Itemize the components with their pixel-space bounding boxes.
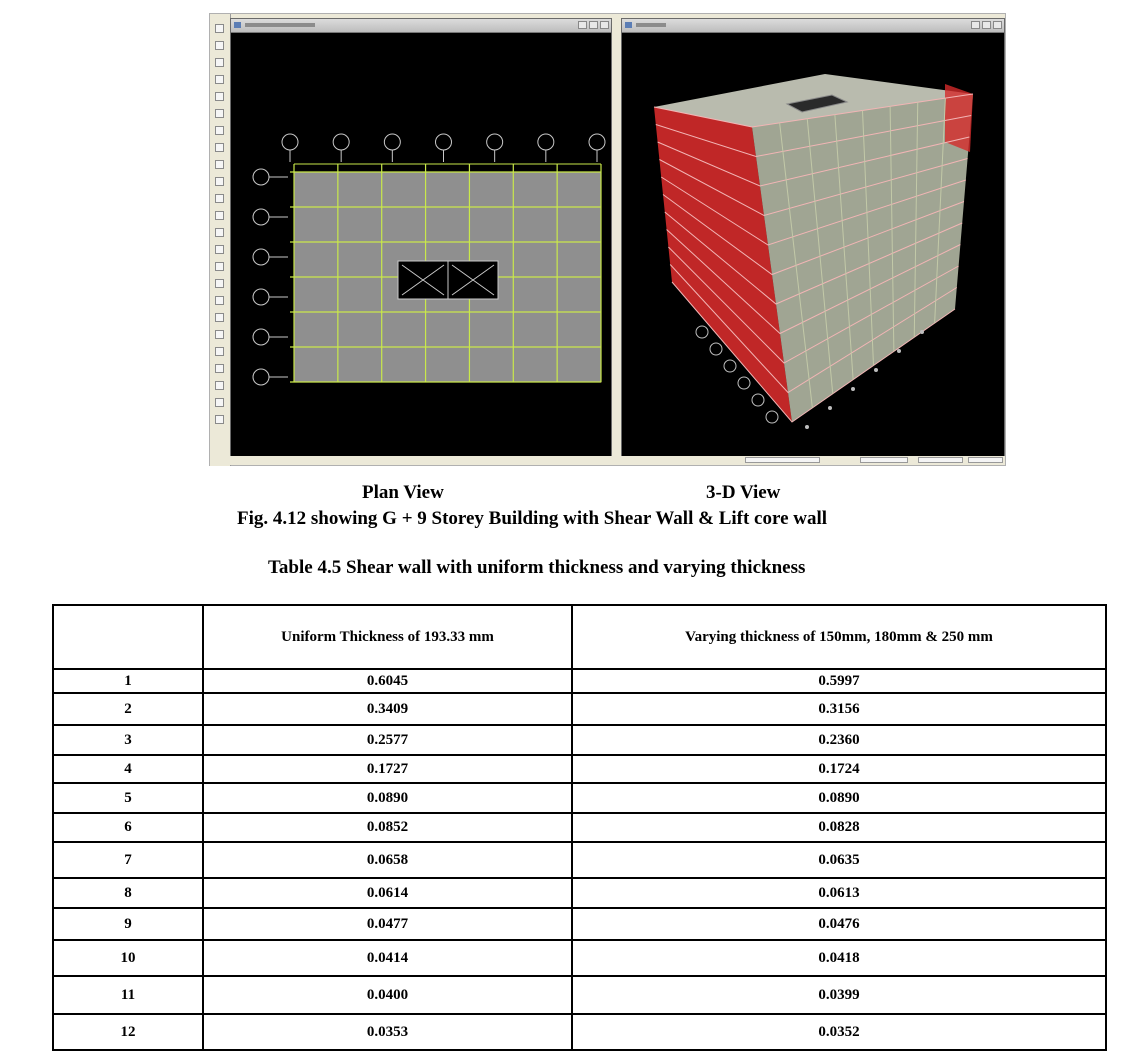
three-d-view-titlebar <box>622 19 1004 33</box>
minimize-icon[interactable] <box>971 21 980 29</box>
status-field[interactable] <box>968 457 1003 463</box>
shear-wall-table <box>52 604 1107 1051</box>
grid-point <box>828 406 832 410</box>
side-toolbar <box>210 14 231 466</box>
toolbar-tool-icon[interactable] <box>215 75 224 84</box>
uniform-thickness-cell: 0.0658 <box>203 842 572 878</box>
table-row <box>53 878 1106 908</box>
plan-view-window-title <box>245 23 315 27</box>
plan-view-caption: Plan View <box>362 482 444 503</box>
storey-cell: 9 <box>53 908 203 940</box>
toolbar-tool-icon[interactable] <box>215 143 224 152</box>
column-grid-bubble <box>384 134 400 150</box>
table-row <box>53 940 1106 976</box>
storey-cell: 1 <box>53 669 203 693</box>
varying-thickness-cell: 0.1724 <box>572 755 1106 783</box>
close-icon[interactable] <box>993 21 1002 29</box>
varying-thickness-cell: 0.0418 <box>572 940 1106 976</box>
column-grid-bubble <box>436 134 452 150</box>
grid-bubble <box>752 394 764 406</box>
grid-bubble <box>710 343 722 355</box>
storey-cell: 4 <box>53 755 203 783</box>
grid-point <box>851 387 855 391</box>
toolbar-tool-icon[interactable] <box>215 228 224 237</box>
software-screenshot-figure <box>209 13 1006 466</box>
minimize-icon[interactable] <box>578 21 587 29</box>
storey-cell: 7 <box>53 842 203 878</box>
table-row <box>53 669 1106 693</box>
row-grid-bubble <box>253 369 269 385</box>
row-grid-bubble <box>253 169 269 185</box>
varying-thickness-cell: 0.0613 <box>572 878 1106 908</box>
toolbar-tool-icon[interactable] <box>215 160 224 169</box>
maximize-icon[interactable] <box>589 21 598 29</box>
storey-cell: 8 <box>53 878 203 908</box>
table-row <box>53 1014 1106 1050</box>
toolbar-tool-icon[interactable] <box>215 24 224 33</box>
uniform-thickness-cell: 0.1727 <box>203 755 572 783</box>
grid-bubble <box>738 377 750 389</box>
uniform-thickness-cell: 0.0852 <box>203 813 572 842</box>
toolbar-tool-icon[interactable] <box>215 415 224 424</box>
storey-cell: 5 <box>53 783 203 813</box>
uniform-thickness-cell: 0.0890 <box>203 783 572 813</box>
varying-thickness-cell: 0.5997 <box>572 669 1106 693</box>
toolbar-tool-icon[interactable] <box>215 92 224 101</box>
storey-cell: 6 <box>53 813 203 842</box>
toolbar-tool-icon[interactable] <box>215 109 224 118</box>
toolbar-tool-icon[interactable] <box>215 381 224 390</box>
three-d-view-caption: 3-D View <box>706 482 781 503</box>
table-header-row <box>53 605 1106 669</box>
storey-cell: 2 <box>53 693 203 725</box>
toolbar-tool-icon[interactable] <box>215 211 224 220</box>
uniform-thickness-cell: 0.0614 <box>203 878 572 908</box>
storey-cell: 11 <box>53 976 203 1014</box>
toolbar-tool-icon[interactable] <box>215 330 224 339</box>
three-d-view-window-title <box>636 23 666 27</box>
grid-bubble <box>696 326 708 338</box>
grid-bubble <box>766 411 778 423</box>
toolbar-tool-icon[interactable] <box>215 347 224 356</box>
toolbar-tool-icon[interactable] <box>215 313 224 322</box>
grid-point <box>897 349 901 353</box>
toolbar-tool-icon[interactable] <box>215 126 224 135</box>
status-dropdown[interactable] <box>860 457 908 463</box>
table-row <box>53 725 1106 755</box>
plan-view-canvas <box>231 32 611 457</box>
grid-point <box>874 368 878 372</box>
uniform-thickness-cell: 0.2577 <box>203 725 572 755</box>
grid-point <box>920 330 924 334</box>
plan-view-titlebar <box>231 19 611 33</box>
uniform-thickness-cell: 0.0353 <box>203 1014 572 1050</box>
uniform-thickness-cell: 0.6045 <box>203 669 572 693</box>
three-d-view-canvas <box>622 32 1004 457</box>
table-row <box>53 755 1106 783</box>
column-grid-bubble <box>589 134 605 150</box>
table-header-varying: Varying thickness of 150mm, 180mm & 250 mm <box>572 605 1106 669</box>
varying-thickness-cell: 0.2360 <box>572 725 1106 755</box>
varying-thickness-cell: 0.0828 <box>572 813 1106 842</box>
storey-cell: 10 <box>53 940 203 976</box>
varying-thickness-cell: 0.0399 <box>572 976 1106 1014</box>
status-bar <box>210 456 1005 465</box>
varying-thickness-cell: 0.0352 <box>572 1014 1106 1050</box>
toolbar-tool-icon[interactable] <box>215 262 224 271</box>
storey-cell: 12 <box>53 1014 203 1050</box>
toolbar-tool-icon[interactable] <box>215 245 224 254</box>
plan-view-window <box>230 18 612 458</box>
toolbar-tool-icon[interactable] <box>215 58 224 67</box>
row-grid-bubble <box>253 329 269 345</box>
column-grid-bubble <box>333 134 349 150</box>
table-row <box>53 783 1106 813</box>
table-row <box>53 908 1106 940</box>
varying-thickness-cell: 0.0476 <box>572 908 1106 940</box>
row-grid-bubble <box>253 209 269 225</box>
toolbar-tool-icon[interactable] <box>215 296 224 305</box>
app-window-icon <box>234 22 241 28</box>
varying-thickness-cell: 0.0890 <box>572 783 1106 813</box>
grid-bubble <box>724 360 736 372</box>
varying-thickness-cell: 0.0635 <box>572 842 1106 878</box>
toolbar-tool-icon[interactable] <box>215 398 224 407</box>
storey-cell: 3 <box>53 725 203 755</box>
uniform-thickness-cell: 0.0400 <box>203 976 572 1014</box>
column-grid-bubble <box>282 134 298 150</box>
uniform-thickness-cell: 0.0477 <box>203 908 572 940</box>
table-caption: Table 4.5 Shear wall with uniform thickness and varying thickness <box>268 557 806 578</box>
three-d-view-window <box>621 18 1005 458</box>
table-row <box>53 976 1106 1014</box>
uniform-thickness-cell: 0.0414 <box>203 940 572 976</box>
figure-caption: Fig. 4.12 showing G + 9 Storey Building with Shear Wall & Lift core wall <box>237 508 828 529</box>
toolbar-tool-icon[interactable] <box>215 41 224 50</box>
toolbar-tool-icon[interactable] <box>215 364 224 373</box>
table-row <box>53 842 1106 878</box>
table-row <box>53 693 1106 725</box>
table-header-uniform: Uniform Thickness of 193.33 mm <box>203 605 572 669</box>
close-icon[interactable] <box>600 21 609 29</box>
toolbar-tool-icon[interactable] <box>215 177 224 186</box>
row-grid-bubble <box>253 249 269 265</box>
toolbar-tool-icon[interactable] <box>215 194 224 203</box>
column-grid-bubble <box>538 134 554 150</box>
maximize-icon[interactable] <box>982 21 991 29</box>
row-grid-bubble <box>253 289 269 305</box>
table-row <box>53 813 1106 842</box>
status-units[interactable] <box>918 457 963 463</box>
table-header-storey <box>53 605 203 669</box>
column-grid-bubble <box>487 134 503 150</box>
toolbar-tool-icon[interactable] <box>215 279 224 288</box>
status-coordinates <box>745 457 820 463</box>
grid-point <box>805 425 809 429</box>
uniform-thickness-cell: 0.3409 <box>203 693 572 725</box>
varying-thickness-cell: 0.3156 <box>572 693 1106 725</box>
app-window-icon <box>625 22 632 28</box>
